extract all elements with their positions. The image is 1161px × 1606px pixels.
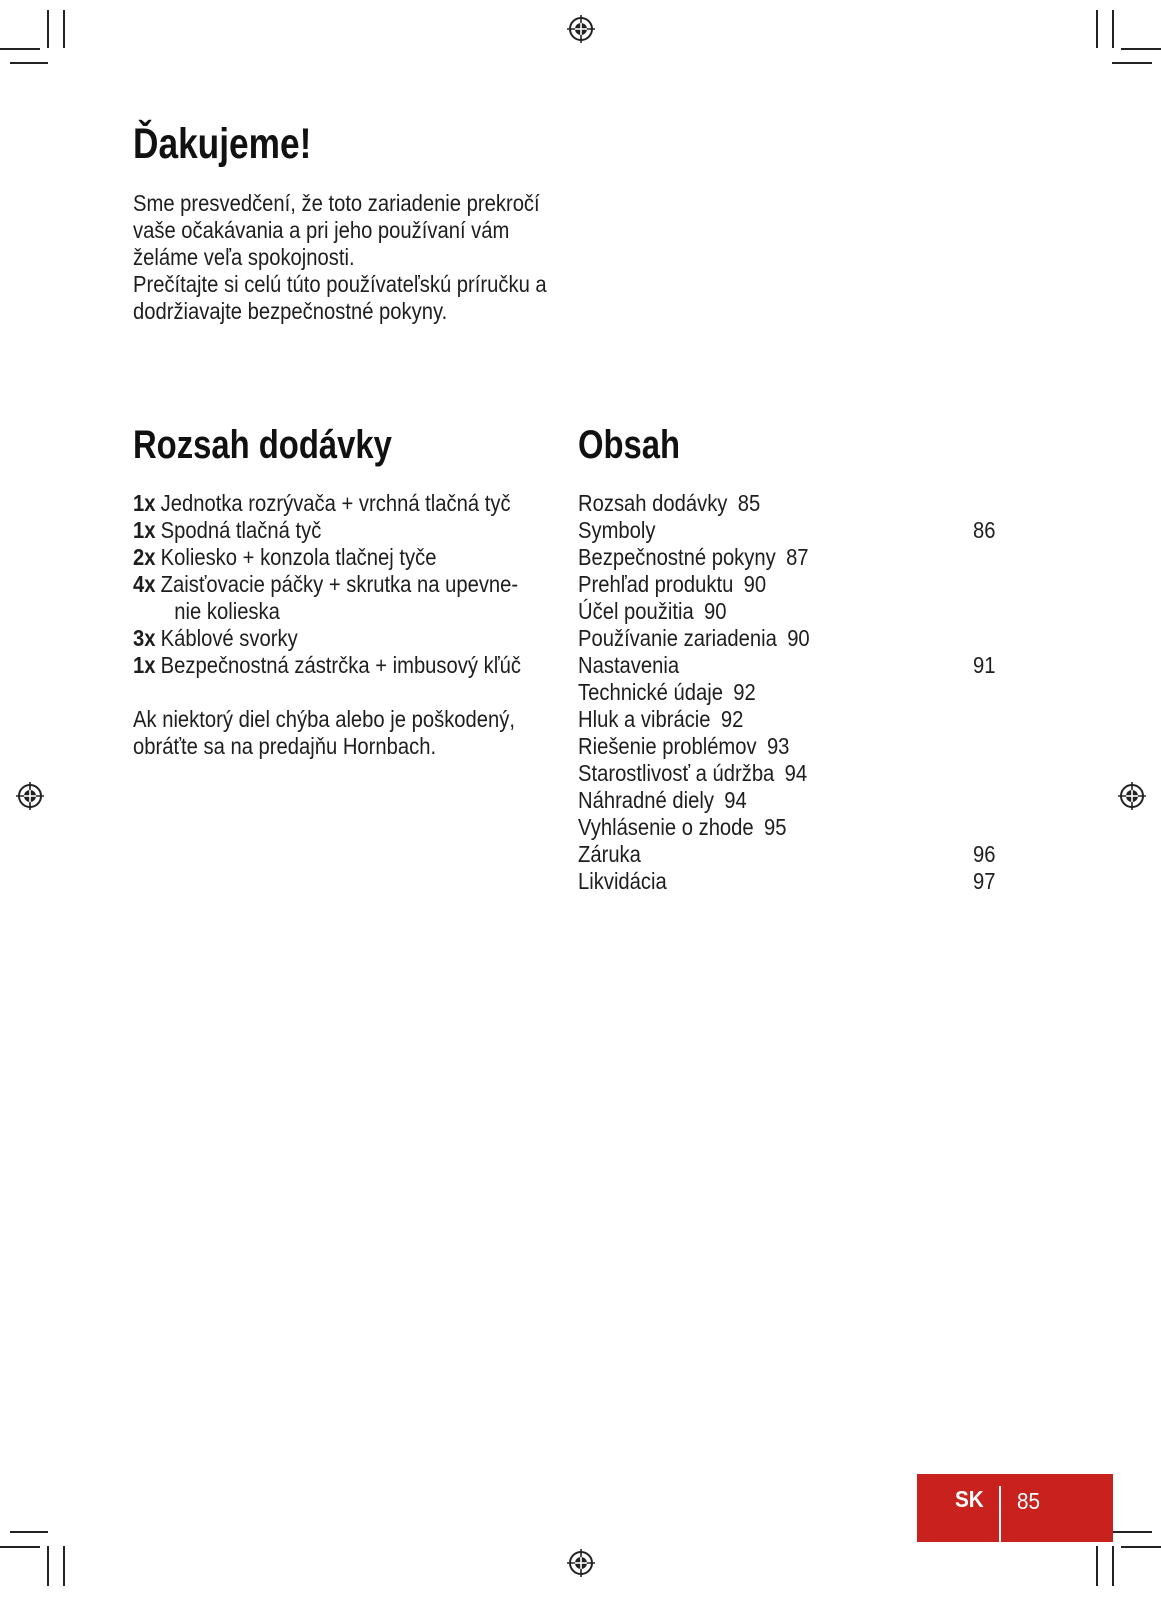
scope-item-text: Zaisťovacie páčky + skrutka na upevne- <box>160 571 519 597</box>
crop-mark <box>1112 1546 1114 1586</box>
scope-item <box>133 625 554 652</box>
toc-entry-label <box>578 814 786 841</box>
toc-entry <box>578 868 998 895</box>
thanks-heading: Ďakujeme! <box>133 120 312 168</box>
registration-target-icon <box>1117 781 1147 811</box>
toc-entry-label <box>578 706 743 733</box>
crop-mark <box>1121 1546 1161 1548</box>
scope-item <box>133 652 554 679</box>
crop-mark <box>63 1546 65 1586</box>
toc-entry <box>578 625 998 652</box>
crop-mark <box>10 62 48 64</box>
toc-entry-page: 92 <box>733 679 756 705</box>
scope-item-text-continued: nie kolieska <box>174 598 280 624</box>
intro-paragraph: Sme presvedčení, že toto zariadenie prekročí vaše očakávania a pri jeho používaní vám želáme veľa spokojnosti. <box>133 190 540 270</box>
toc-entry-label <box>578 679 756 706</box>
toc-entry <box>578 706 998 733</box>
scope-list <box>133 490 554 679</box>
toc-entry-title: Technické údaje <box>578 679 723 705</box>
toc-entry <box>578 733 998 760</box>
intro-text <box>133 190 554 325</box>
toc-entry-label <box>578 544 809 571</box>
toc-entry-label <box>578 652 679 679</box>
footer-page-tab <box>917 1474 1113 1542</box>
toc-entry <box>578 517 998 544</box>
scope-item <box>133 544 554 571</box>
toc-entry-page: 91 <box>973 652 996 678</box>
toc-entry <box>578 787 998 814</box>
scope-item-qty: 1x <box>133 490 156 516</box>
toc-entry <box>578 814 998 841</box>
toc-entry-title: Náhradné diely <box>578 787 714 813</box>
crop-mark <box>1121 48 1161 50</box>
toc-entry-page: 85 <box>737 490 761 516</box>
crop-mark <box>1112 1531 1152 1533</box>
scope-item-qty: 2x <box>133 544 156 570</box>
registration-target-icon <box>566 14 596 44</box>
scope-note: Ak niektorý diel chýba alebo je poškodený, obráťte sa na predajňu Hornbach. <box>133 706 515 759</box>
scope-heading: Rozsah dodávky <box>133 423 392 467</box>
toc-entry-page: 93 <box>766 733 790 759</box>
toc-entry-label <box>578 490 760 517</box>
toc-entry <box>578 598 998 625</box>
scope-item-text: Káblové svorky <box>160 625 298 651</box>
toc-entry-page: 95 <box>763 814 787 840</box>
scope-item <box>133 571 554 625</box>
toc-entry-label <box>578 571 766 598</box>
registration-target-icon <box>566 1548 596 1578</box>
toc-entry-label <box>578 760 807 787</box>
toc-entry-title: Starostlivosť a údržba <box>578 760 775 786</box>
footer-page-number: 85 <box>1017 1488 1041 1514</box>
toc-entry-page: 90 <box>743 571 767 597</box>
scope-item-text: Koliesko + konzola tlačnej tyče <box>160 544 437 570</box>
crop-mark <box>10 1531 48 1533</box>
crop-mark <box>47 1546 49 1586</box>
toc-entry-label <box>578 625 810 652</box>
toc-entry-title: Vyhlásenie o zhode <box>578 814 754 840</box>
crop-mark <box>1112 10 1114 48</box>
scope-item-qty: 1x <box>133 652 156 678</box>
toc-entry-title: Riešenie problémov <box>578 733 757 759</box>
toc-entry-page: 97 <box>973 868 996 894</box>
toc-entry-title: Účel použitia <box>578 598 694 624</box>
toc-entry-title: Prehľad produktu <box>578 571 734 597</box>
crop-mark <box>63 10 65 48</box>
crop-mark <box>1112 62 1152 64</box>
toc-entry-page: 86 <box>973 517 996 543</box>
toc-entry <box>578 760 998 787</box>
toc-entry <box>578 841 998 868</box>
toc-entry-title: Likvidácia <box>578 868 667 894</box>
toc-list <box>578 490 998 895</box>
scope-item-text: Jednotka rozrývača + vrchná tlačná tyč <box>160 490 511 516</box>
toc-entry-title: Symboly <box>578 517 656 543</box>
scope-item-qty: 1x <box>133 517 156 543</box>
toc-entry-page: 94 <box>784 760 808 786</box>
toc-entry-title: Rozsah dodávky <box>578 490 728 516</box>
toc-entry-title: Hluk a vibrácie <box>578 706 711 732</box>
toc-entry-label <box>578 841 641 868</box>
toc-entry-label <box>578 733 789 760</box>
crop-mark <box>47 10 49 48</box>
toc-entry <box>578 679 998 706</box>
toc-entry-page: 90 <box>787 625 810 651</box>
toc-entry <box>578 490 998 517</box>
toc-entry-title: Nastavenia <box>578 652 680 678</box>
toc-entry-title: Používanie zariadenia <box>578 625 777 651</box>
toc-entry-label <box>578 517 656 544</box>
toc-entry-page: 87 <box>786 544 809 570</box>
toc-entry-page: 90 <box>704 598 727 624</box>
crop-mark <box>1096 10 1098 48</box>
registration-target-icon <box>15 781 45 811</box>
toc-entry-page: 96 <box>973 841 996 867</box>
crop-mark <box>0 1546 40 1548</box>
intro-paragraph: Prečítajte si celú túto používateľskú príručku a dodržiavajte bezpečnostné pokyny. <box>133 271 547 324</box>
toc-entry <box>578 652 998 679</box>
toc-entry-label <box>578 787 747 814</box>
scope-item-text: Spodná tlačná tyč <box>160 517 322 543</box>
crop-mark <box>1096 1546 1098 1586</box>
toc-heading: Obsah <box>578 423 681 467</box>
toc-entry-title: Záruka <box>578 841 641 867</box>
footer-language: SK <box>955 1486 984 1512</box>
scope-item <box>133 490 554 517</box>
crop-mark <box>0 48 40 50</box>
toc-entry-label <box>578 868 667 895</box>
toc-entry <box>578 571 998 598</box>
scope-item-qty: 3x <box>133 625 156 651</box>
scope-item <box>133 517 554 544</box>
scope-item-qty: 4x <box>133 571 156 597</box>
toc-entry-page: 94 <box>724 787 747 813</box>
footer-divider <box>999 1486 1001 1542</box>
toc-entry-title: Bezpečnostné pokyny <box>578 544 776 570</box>
scope-item-text: Bezpečnostná zástrčka + imbusový kľúč <box>160 652 521 678</box>
toc-entry-label <box>578 598 727 625</box>
toc-entry-page: 92 <box>720 706 744 732</box>
toc-entry <box>578 544 998 571</box>
